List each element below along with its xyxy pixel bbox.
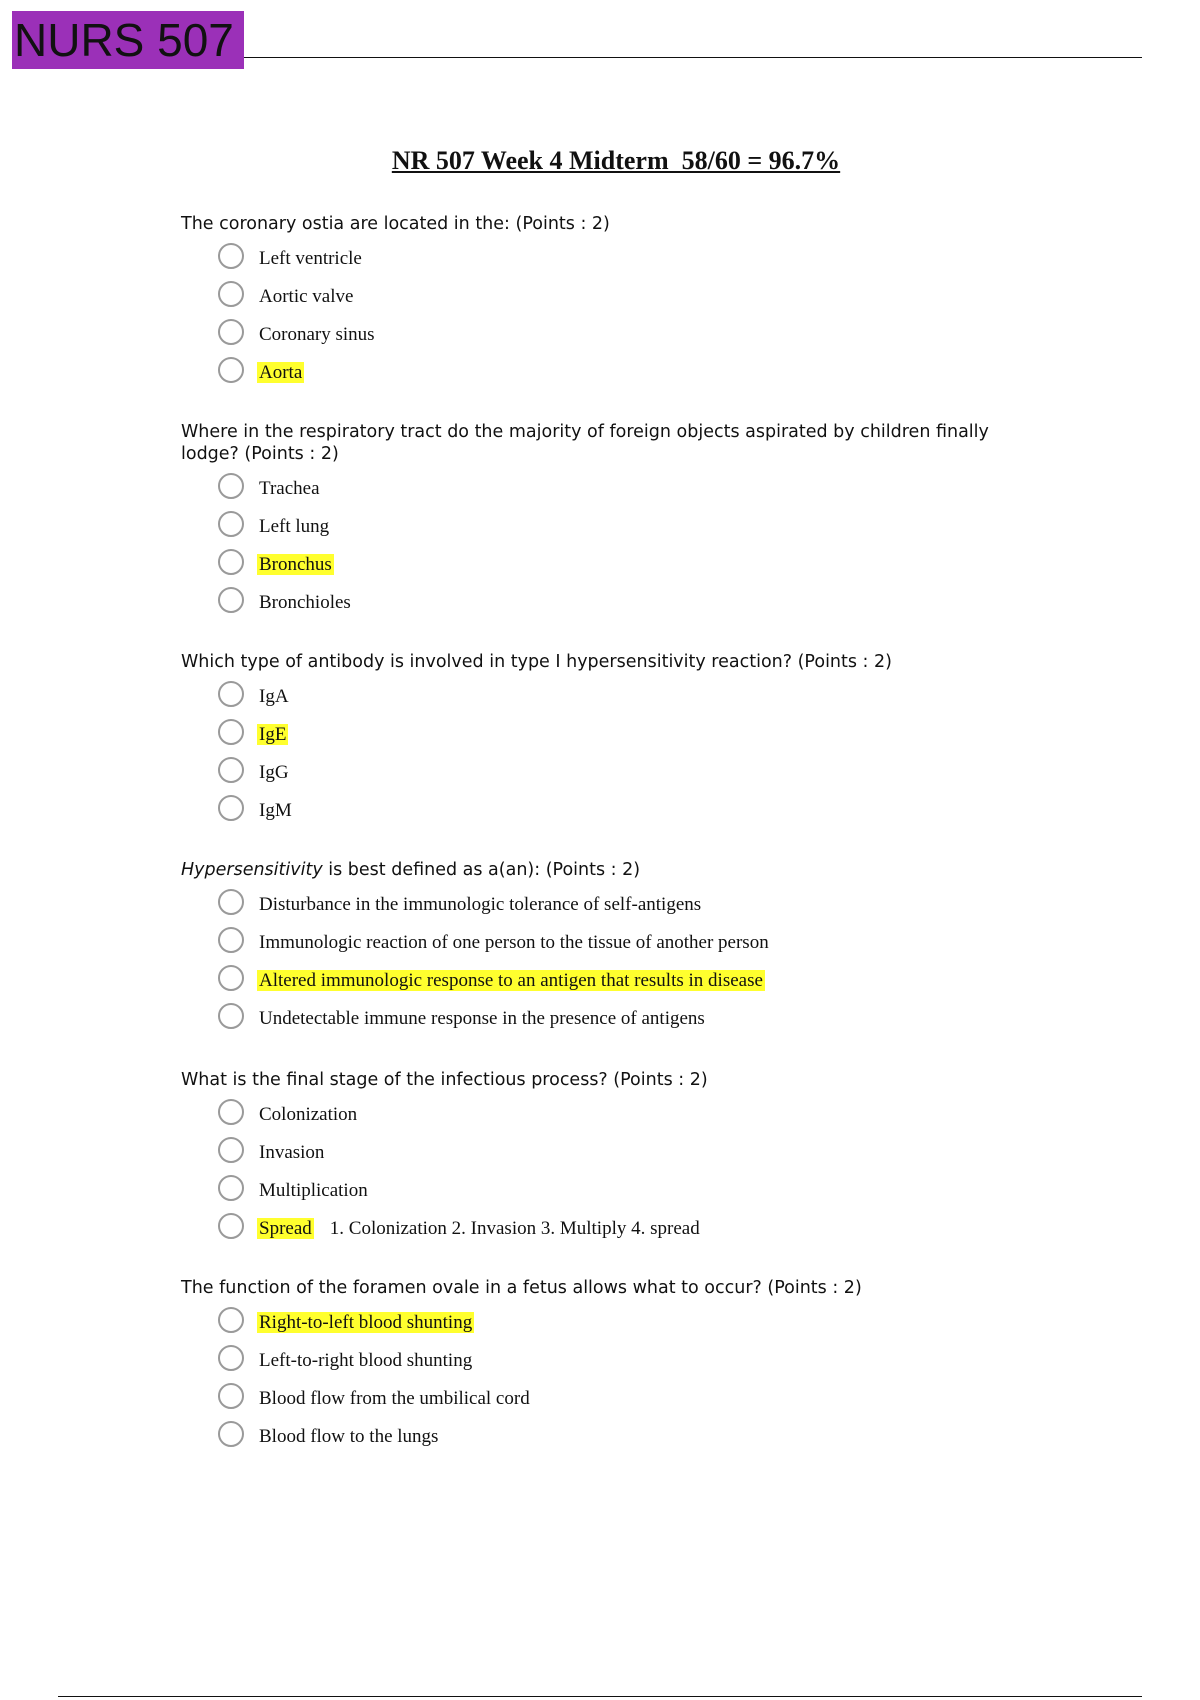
radio-button[interactable] (218, 243, 244, 269)
highlighted-answer-text: Spread (259, 1218, 312, 1239)
radio-button[interactable] (218, 889, 244, 915)
exam-title: NR 507 Week 4 Midterm 58/60 = 96.7% (391, 146, 841, 175)
question-text (181, 421, 1041, 465)
answer-text: Invasion (259, 1142, 325, 1163)
radio-button[interactable] (218, 927, 244, 953)
radio-button[interactable] (218, 681, 244, 707)
radio-button[interactable] (218, 549, 244, 575)
answer-option[interactable] (181, 1097, 1041, 1135)
radio-button[interactable] (218, 719, 244, 745)
answer-text: IgA (259, 686, 289, 707)
question-text (181, 859, 1041, 881)
answer-options (181, 887, 1041, 1039)
question-text (181, 1277, 1041, 1299)
question-prompt: The coronary ostia are located in the: (Points : 2) (181, 214, 610, 234)
answer-option[interactable] (181, 1173, 1041, 1211)
answer-label (259, 361, 304, 385)
radio-button[interactable] (218, 757, 244, 783)
radio-button[interactable] (218, 319, 244, 345)
answer-option[interactable] (181, 1001, 1041, 1039)
question-prompt: is best defined as a(an): (Points : 2) (322, 860, 641, 880)
answer-option[interactable] (181, 279, 1041, 317)
question-1 (181, 213, 1041, 393)
question-prompt: What is the final stage of the infectious process? (Points : 2) (181, 1070, 708, 1090)
answer-note: 1. Colonization 2. Invasion 3. Multiply 4. spread (329, 1218, 700, 1239)
radio-button[interactable] (218, 1175, 244, 1201)
answer-text: Multiplication (259, 1180, 368, 1201)
answer-text: Coronary sinus (259, 324, 375, 345)
answer-label (259, 1007, 705, 1031)
radio-button[interactable] (218, 965, 244, 991)
highlighted-answer-text: Bronchus (259, 554, 332, 575)
highlighted-answer-text: IgE (259, 724, 287, 745)
radio-button[interactable] (218, 1137, 244, 1163)
header-rule (244, 57, 1142, 58)
footer-rule (58, 1696, 1142, 1697)
answer-option[interactable] (181, 1419, 1041, 1457)
answer-label (259, 1103, 357, 1127)
radio-button[interactable] (218, 1383, 244, 1409)
answer-label (259, 893, 701, 917)
answer-option[interactable] (181, 471, 1041, 509)
answer-label (259, 323, 375, 347)
answer-label (259, 685, 289, 709)
answer-label (259, 285, 353, 309)
answer-text: Aortic valve (259, 286, 354, 307)
highlighted-answer-text: Altered immunologic response to an antigen that results in disease (259, 970, 763, 991)
answer-option[interactable] (181, 355, 1041, 393)
question-prompt: Which type of antibody is involved in type I hypersensitivity reaction? (Points : 2) (181, 652, 892, 672)
answer-option[interactable] (181, 317, 1041, 355)
answer-label (259, 1217, 700, 1241)
answer-text: Immunologic reaction of one person to the tissue of another person (259, 932, 769, 953)
answer-text: Bronchioles (259, 592, 351, 613)
radio-button[interactable] (218, 1099, 244, 1125)
highlighted-answer-text: Right-to-left blood shunting (259, 1312, 473, 1333)
answer-option[interactable] (181, 793, 1041, 831)
answer-option[interactable] (181, 1381, 1041, 1419)
answer-option[interactable] (181, 755, 1041, 793)
answer-options (181, 1097, 1041, 1249)
answer-text: Disturbance in the immunologic tolerance of self-antigens (259, 894, 702, 915)
answer-text: Blood flow from the umbilical cord (259, 1388, 530, 1409)
answer-options (181, 1305, 1041, 1457)
answer-option[interactable] (181, 1135, 1041, 1173)
answer-option[interactable] (181, 1211, 1041, 1249)
question-4 (181, 859, 1041, 1039)
answer-option[interactable] (181, 717, 1041, 755)
answer-label (259, 1179, 368, 1203)
answer-option[interactable] (181, 925, 1041, 963)
radio-button[interactable] (218, 357, 244, 383)
answer-label (259, 969, 765, 993)
answer-label (259, 247, 362, 271)
question-prompt: Where in the respiratory tract do the majority of foreign objects aspirated by children finally lodge? (Points : 2) (181, 422, 989, 464)
answer-label (259, 1141, 324, 1165)
answer-text: Blood flow to the lungs (259, 1426, 439, 1447)
answer-text: IgG (259, 762, 289, 783)
answer-option[interactable] (181, 1305, 1041, 1343)
answer-label (259, 1349, 472, 1373)
answer-text: Left lung (259, 516, 330, 537)
radio-button[interactable] (218, 1345, 244, 1371)
answer-option[interactable] (181, 585, 1041, 623)
question-prompt: The function of the foramen ovale in a fetus allows what to occur? (Points : 2) (181, 1278, 862, 1298)
answer-label (259, 931, 769, 955)
highlighted-answer-text: Aorta (259, 362, 303, 383)
radio-button[interactable] (218, 1307, 244, 1333)
question-6 (181, 1277, 1041, 1457)
answer-option[interactable] (181, 509, 1041, 547)
question-3 (181, 651, 1041, 831)
question-text (181, 651, 1041, 673)
answer-label (259, 1387, 530, 1411)
answer-label (259, 723, 288, 747)
question-5 (181, 1069, 1041, 1249)
answer-option[interactable] (181, 887, 1041, 925)
answer-text: Colonization (259, 1104, 358, 1125)
answer-options (181, 679, 1041, 831)
answer-option[interactable] (181, 241, 1041, 279)
answer-text: Left-to-right blood shunting (259, 1350, 473, 1371)
answer-option[interactable] (181, 1343, 1041, 1381)
answer-text: Left ventricle (259, 248, 362, 269)
question-term: Hypersensitivity (181, 860, 323, 880)
radio-button[interactable] (218, 1421, 244, 1447)
radio-button[interactable] (218, 587, 244, 613)
answer-text: Undetectable immune response in the presence of antigens (259, 1008, 705, 1029)
answer-text: Trachea (259, 478, 320, 499)
answer-label (259, 1425, 438, 1449)
question-text (181, 1069, 1041, 1091)
answer-label (259, 515, 329, 539)
radio-button[interactable] (218, 795, 244, 821)
course-code-tag: NURS 507 (12, 11, 244, 69)
question-2 (181, 421, 1041, 623)
radio-button[interactable] (218, 1003, 244, 1029)
answer-label (259, 477, 320, 501)
answer-label (259, 1311, 474, 1335)
question-text (181, 213, 1041, 235)
answer-label (259, 553, 334, 577)
answer-options (181, 471, 1041, 623)
answer-option[interactable] (181, 963, 1041, 1001)
radio-button[interactable] (218, 281, 244, 307)
answer-label (259, 591, 351, 615)
radio-button[interactable] (218, 1213, 244, 1239)
answer-options (181, 241, 1041, 393)
answer-option[interactable] (181, 547, 1041, 585)
answer-label (259, 799, 292, 823)
answer-label (259, 761, 289, 785)
radio-button[interactable] (218, 511, 244, 537)
radio-button[interactable] (218, 473, 244, 499)
answer-text: IgM (259, 800, 292, 821)
answer-option[interactable] (181, 679, 1041, 717)
